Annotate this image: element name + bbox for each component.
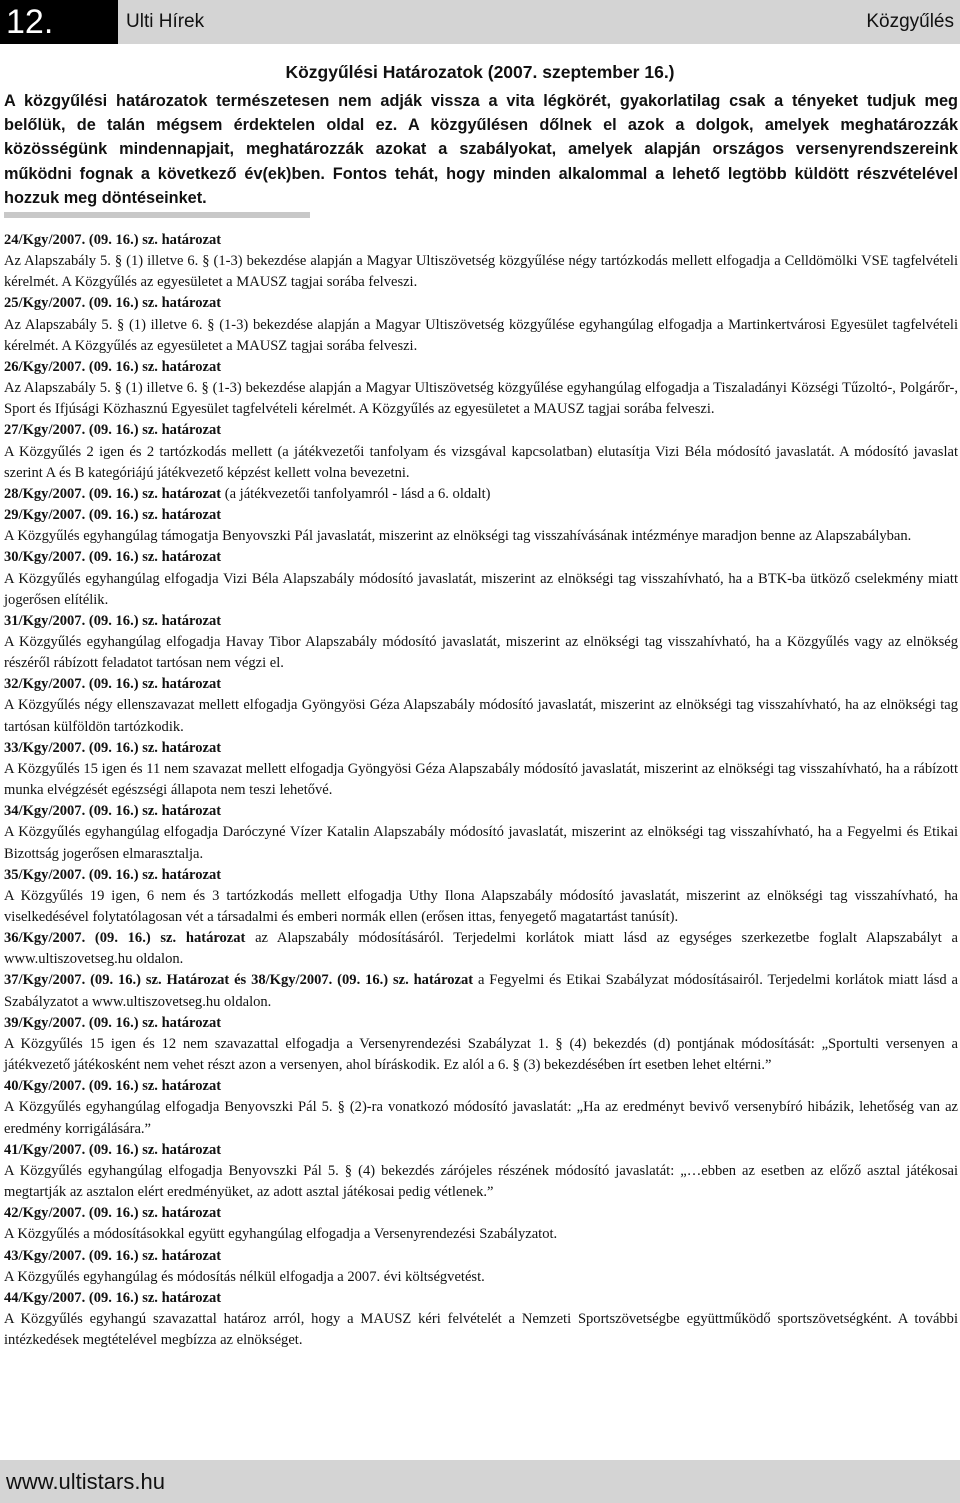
page-number: 12. bbox=[0, 0, 118, 44]
resolution-text: Az Alapszabály 5. § (1) illetve 6. § (1-3) bekezdése alapján a Magyar Ultiszövetség közgyűlése négy tartózkodás mellett elfogadja a Celldömölki VSE tagfelvételi kérelmét. A Közgyűlés az egyesületet a MAUSZ tagjai sorába felveszi. bbox=[4, 253, 958, 291]
resolution-text: A Közgyűlés egyhangúlag elfogadja Benyovszki Pál 5. § (2)-ra vonatkozó módosító javaslatát: „Ha az eredményt bevivő versenybíró hibázik, lehetőség van az eredmény korrigálására.” bbox=[4, 1099, 958, 1137]
resolution-paragraph bbox=[4, 230, 958, 251]
resolution-paragraph bbox=[4, 611, 958, 632]
resolution-text: A Közgyűlés 19 igen, 6 nem és 3 tartózkodás mellett elfogadja Uthy Ilona Alapszabály módosító javaslatát, miszerint az elnökségi tag visszahívható, ha viselkedésével folytatólagosan vét a társadalmi és emberi normák ellen (erősen ittas, fenyegető magatartást tanúsít). bbox=[4, 887, 958, 925]
resolution-paragraph bbox=[4, 865, 958, 886]
page-header bbox=[0, 0, 960, 50]
resolution-ref: 31/Kgy/2007. (09. 16.) sz. határozat bbox=[4, 612, 222, 629]
resolution-ref: 44/Kgy/2007. (09. 16.) sz. határozat bbox=[4, 1289, 222, 1306]
resolution-paragraph bbox=[4, 378, 958, 420]
resolution-ref: 32/Kgy/2007. (09. 16.) sz. határozat bbox=[4, 676, 222, 693]
resolution-ref: 24/Kgy/2007. (09. 16.) sz. határozat bbox=[4, 232, 222, 248]
resolution-ref: 28/Kgy/2007. (09. 16.) sz. határozat bbox=[4, 485, 222, 502]
resolution-text: A Közgyűlés négy ellenszavazat mellett elfogadja Gyöngyösi Géza Alapszabály módosító javaslatát, miszerint az elnökségi tag visszahívható, ha az elnökségi tag tartósan külföldön tartózkodik. bbox=[4, 697, 958, 735]
resolution-ref: 27/Kgy/2007. (09. 16.) sz. határozat bbox=[4, 422, 222, 439]
resolution-text: (a játékvezetői tanfolyamról - lásd a 6. oldalt) bbox=[221, 485, 491, 502]
resolution-paragraph bbox=[4, 1203, 958, 1224]
resolution-paragraph bbox=[4, 1309, 958, 1351]
resolution-ref: 39/Kgy/2007. (09. 16.) sz. határozat bbox=[4, 1014, 222, 1031]
resolution-paragraph bbox=[4, 1288, 958, 1309]
resolution-text: A Közgyűlés 15 igen és 11 nem szavazat mellett elfogadja Gyöngyösi Géza Alapszabály módosító javaslatát, miszerint az elnökségi tag visszahívható, ha a rábízott munka elvégzését egészségi állapota nem teszi lehetővé. bbox=[4, 760, 958, 799]
resolution-paragraph bbox=[4, 822, 958, 864]
section-name: Közgyűlés bbox=[866, 11, 954, 32]
resolution-ref: 30/Kgy/2007. (09. 16.) sz. határozat bbox=[4, 549, 222, 566]
resolution-ref: 42/Kgy/2007. (09. 16.) sz. határozat bbox=[4, 1205, 222, 1222]
resolution-paragraph bbox=[4, 1140, 958, 1161]
resolution-paragraph bbox=[4, 1097, 958, 1139]
resolution-ref: 26/Kgy/2007. (09. 16.) sz. határozat bbox=[4, 358, 222, 375]
resolution-paragraph bbox=[4, 484, 958, 505]
resolution-paragraph bbox=[4, 1013, 958, 1034]
resolution-text: A Közgyűlés egyhangúlag elfogadja Havay Tibor Alapszabály módosító javaslatát, miszerint az elnökségi tag visszahívható, ha a Közgyűlés vagy az elnökség részéről rábízott feladatot tartósan nem végzi el. bbox=[4, 633, 958, 672]
resolution-text: Az Alapszabály 5. § (1) illetve 6. § (1-3) bekezdése alapján a Magyar Ultiszövetség közgyűlése egyhangúlag elfogadja a Martinkertvárosi Egyesület tagfelvételi kérelmét. A Közgyűlés az egyesületet a MAUSZ tagjai sorába felveszi. bbox=[4, 316, 958, 354]
resolution-ref: 33/Kgy/2007. (09. 16.) sz. határozat bbox=[4, 739, 222, 756]
resolution-ref: 25/Kgy/2007. (09. 16.) sz. határozat bbox=[4, 295, 222, 312]
resolution-paragraph bbox=[4, 886, 958, 928]
resolution-paragraph bbox=[4, 695, 958, 737]
resolution-paragraph bbox=[4, 315, 958, 357]
resolution-ref: 40/Kgy/2007. (09. 16.) sz. határozat bbox=[4, 1078, 222, 1095]
resolution-text: A Közgyűlés 15 igen és 12 nem szavazattal elfogadja a Versenyrendezési Szabályzat 1. § (4) bekezdés (d) pontjának módosítását: „Sportulti versenyen a játékvezető játékosként nem vehet részt azon a versenyen, ahol bíráskodik. Ez alól a 6. § (3) bekezdésében írt esetben lehet eltérni.” bbox=[4, 1035, 958, 1074]
page-footer bbox=[0, 1460, 960, 1503]
resolution-paragraph bbox=[4, 505, 958, 526]
resolution-paragraph bbox=[4, 569, 958, 611]
resolution-ref: 29/Kgy/2007. (09. 16.) sz. határozat bbox=[4, 507, 222, 524]
resolution-text: Az Alapszabály 5. § (1) illetve 6. § (1-3) bekezdése alapján a Magyar Ultiszövetség közgyűlése egyhangúlag elfogadja a Tiszaladányi Községi Tűzoltó-, Polgárőr-, Sport és Ifjúsági Közhasznú Egyesület tagfelvételi kérelmét. A Közgyűlés az egyesületet a MAUSZ tagjai sorába felveszi. bbox=[4, 380, 958, 418]
resolution-paragraph bbox=[4, 1161, 958, 1203]
resolution-text: A Közgyűlés a módosításokkal együtt egyhangúlag elfogadja a Versenyrendezési Szabályzatot. bbox=[4, 1226, 558, 1243]
resolution-paragraph bbox=[4, 1224, 958, 1245]
resolution-ref: 34/Kgy/2007. (09. 16.) sz. határozat bbox=[4, 803, 222, 820]
resolution-text: A Közgyűlés 2 igen és 2 tartózkodás mellett (a játékvezetői tanfolyam és vizsgával kapcsolatban) elutasítja Vizi Béla módosító javaslatát. A módosító javaslat szerint A és B kategóriájú játékvezető képzést kellett volna bevezetni. bbox=[4, 443, 958, 481]
resolution-paragraph bbox=[4, 1246, 958, 1267]
publication-name: Ulti Hírek bbox=[126, 11, 205, 32]
resolution-text: az Alapszabály módosításáról. Terjedelmi korlátok miatt lásd az egységes szerkezetbe foglalt Alapszabályt a www.ultiszovetseg.hu oldalon. bbox=[4, 930, 958, 968]
resolution-paragraph bbox=[4, 1034, 958, 1076]
resolution-text: A Közgyűlés egyhangúlag és módosítás nélkül elfogadja a 2007. évi költségvetést. bbox=[4, 1268, 485, 1285]
resolutions-list bbox=[4, 230, 958, 1351]
resolution-paragraph bbox=[4, 632, 958, 674]
resolution-ref: 35/Kgy/2007. (09. 16.) sz. határozat bbox=[4, 866, 222, 883]
resolution-paragraph bbox=[4, 801, 958, 822]
resolution-paragraph bbox=[4, 293, 958, 314]
resolution-text: A Közgyűlés egyhangú szavazattal határoz arról, hogy a MAUSZ kéri felvételét a Nemzeti Sportszövetségbe együttműködő sportszövetségként. A további intézkedések megtételével megbízza az elnökséget. bbox=[4, 1310, 958, 1349]
resolution-ref: 43/Kgy/2007. (09. 16.) sz. határozat bbox=[4, 1247, 222, 1264]
resolution-paragraph bbox=[4, 442, 958, 484]
resolution-paragraph bbox=[4, 738, 958, 759]
resolution-text: A Közgyűlés egyhangúlag elfogadja Vizi Béla Alapszabály módosító javaslatát, miszerint az elnökségi tag visszahívható, ha a BTK-ba ütköző cselekmény miatt jogerősen elítélik. bbox=[4, 570, 958, 608]
page-title: Közgyűlési Határozatok (2007. szeptember 16.) bbox=[285, 62, 675, 82]
resolution-paragraph bbox=[4, 357, 958, 378]
resolution-paragraph bbox=[4, 674, 958, 695]
footer-url: www.ultistars.hu bbox=[6, 1469, 165, 1494]
resolution-paragraph bbox=[4, 251, 958, 293]
resolution-text: A Közgyűlés egyhangúlag elfogadja Daróczyné Vízer Katalin Alapszabály módosító javaslatát, miszerint az elnökségi tag visszahívható, ha a Fegyelmi és Etikai Bizottság jogerősen elmarasztalja. bbox=[4, 824, 958, 862]
divider-bar bbox=[4, 212, 310, 218]
resolution-paragraph bbox=[4, 1076, 958, 1097]
intro-paragraph: A közgyűlési határozatok természetesen nem adják vissza a vita légkörét, gyakorlatilag csak a tényeket tudjuk meg belőlük, de talán mégsem érdektelen oldal ez. A közgyűlésen dőlnek el azok a dolgok, amelyek meghatározzák közösségünk mindennapjait, meghatározzák azokat a szabályokat, amelyek alapján országos versenyrendszereink működni fognak a következő év(ek)ben. Fontos tehát, hogy minden alkalommal a lehető legtöbb küldött részvételével hozzuk meg döntéseinket. bbox=[4, 92, 958, 207]
resolution-ref: 37/Kgy/2007. (09. 16.) sz. Határozat és 38/Kgy/2007. (09. 16.) sz. határozat bbox=[4, 972, 474, 989]
resolution-paragraph bbox=[4, 526, 958, 547]
resolution-paragraph bbox=[4, 970, 958, 1012]
resolution-text: A Közgyűlés egyhangúlag támogatja Benyovszki Pál javaslatát, miszerint az elnökségi tag visszahívásának intézménye maradjon benne az Alapszabályban. bbox=[4, 528, 912, 545]
resolution-paragraph bbox=[4, 1267, 958, 1288]
resolution-paragraph bbox=[4, 928, 958, 970]
header-bar bbox=[118, 0, 960, 44]
resolution-text: a Fegyelmi és Etikai Szabályzat módosításairól. Terjedelmi korlátok miatt lásd a Szabályzatot a www.ultiszovetseg.hu oldalon. bbox=[4, 972, 958, 1010]
resolution-paragraph bbox=[4, 759, 958, 801]
resolution-text: A Közgyűlés egyhangúlag elfogadja Benyovszki Pál 5. § (4) bekezdés zárójeles részének módosító javaslatát: „…ebben az esetben az előző asztal játékosai megtartják az asztalon elért eredményüket, az adott asztal játékosai pedig vétlenek.” bbox=[4, 1162, 958, 1201]
resolution-paragraph bbox=[4, 547, 958, 568]
resolution-ref: 36/Kgy/2007. (09. 16.) sz. határozat bbox=[4, 930, 246, 947]
resolution-paragraph bbox=[4, 420, 958, 441]
resolution-ref: 41/Kgy/2007. (09. 16.) sz. határozat bbox=[4, 1141, 222, 1158]
